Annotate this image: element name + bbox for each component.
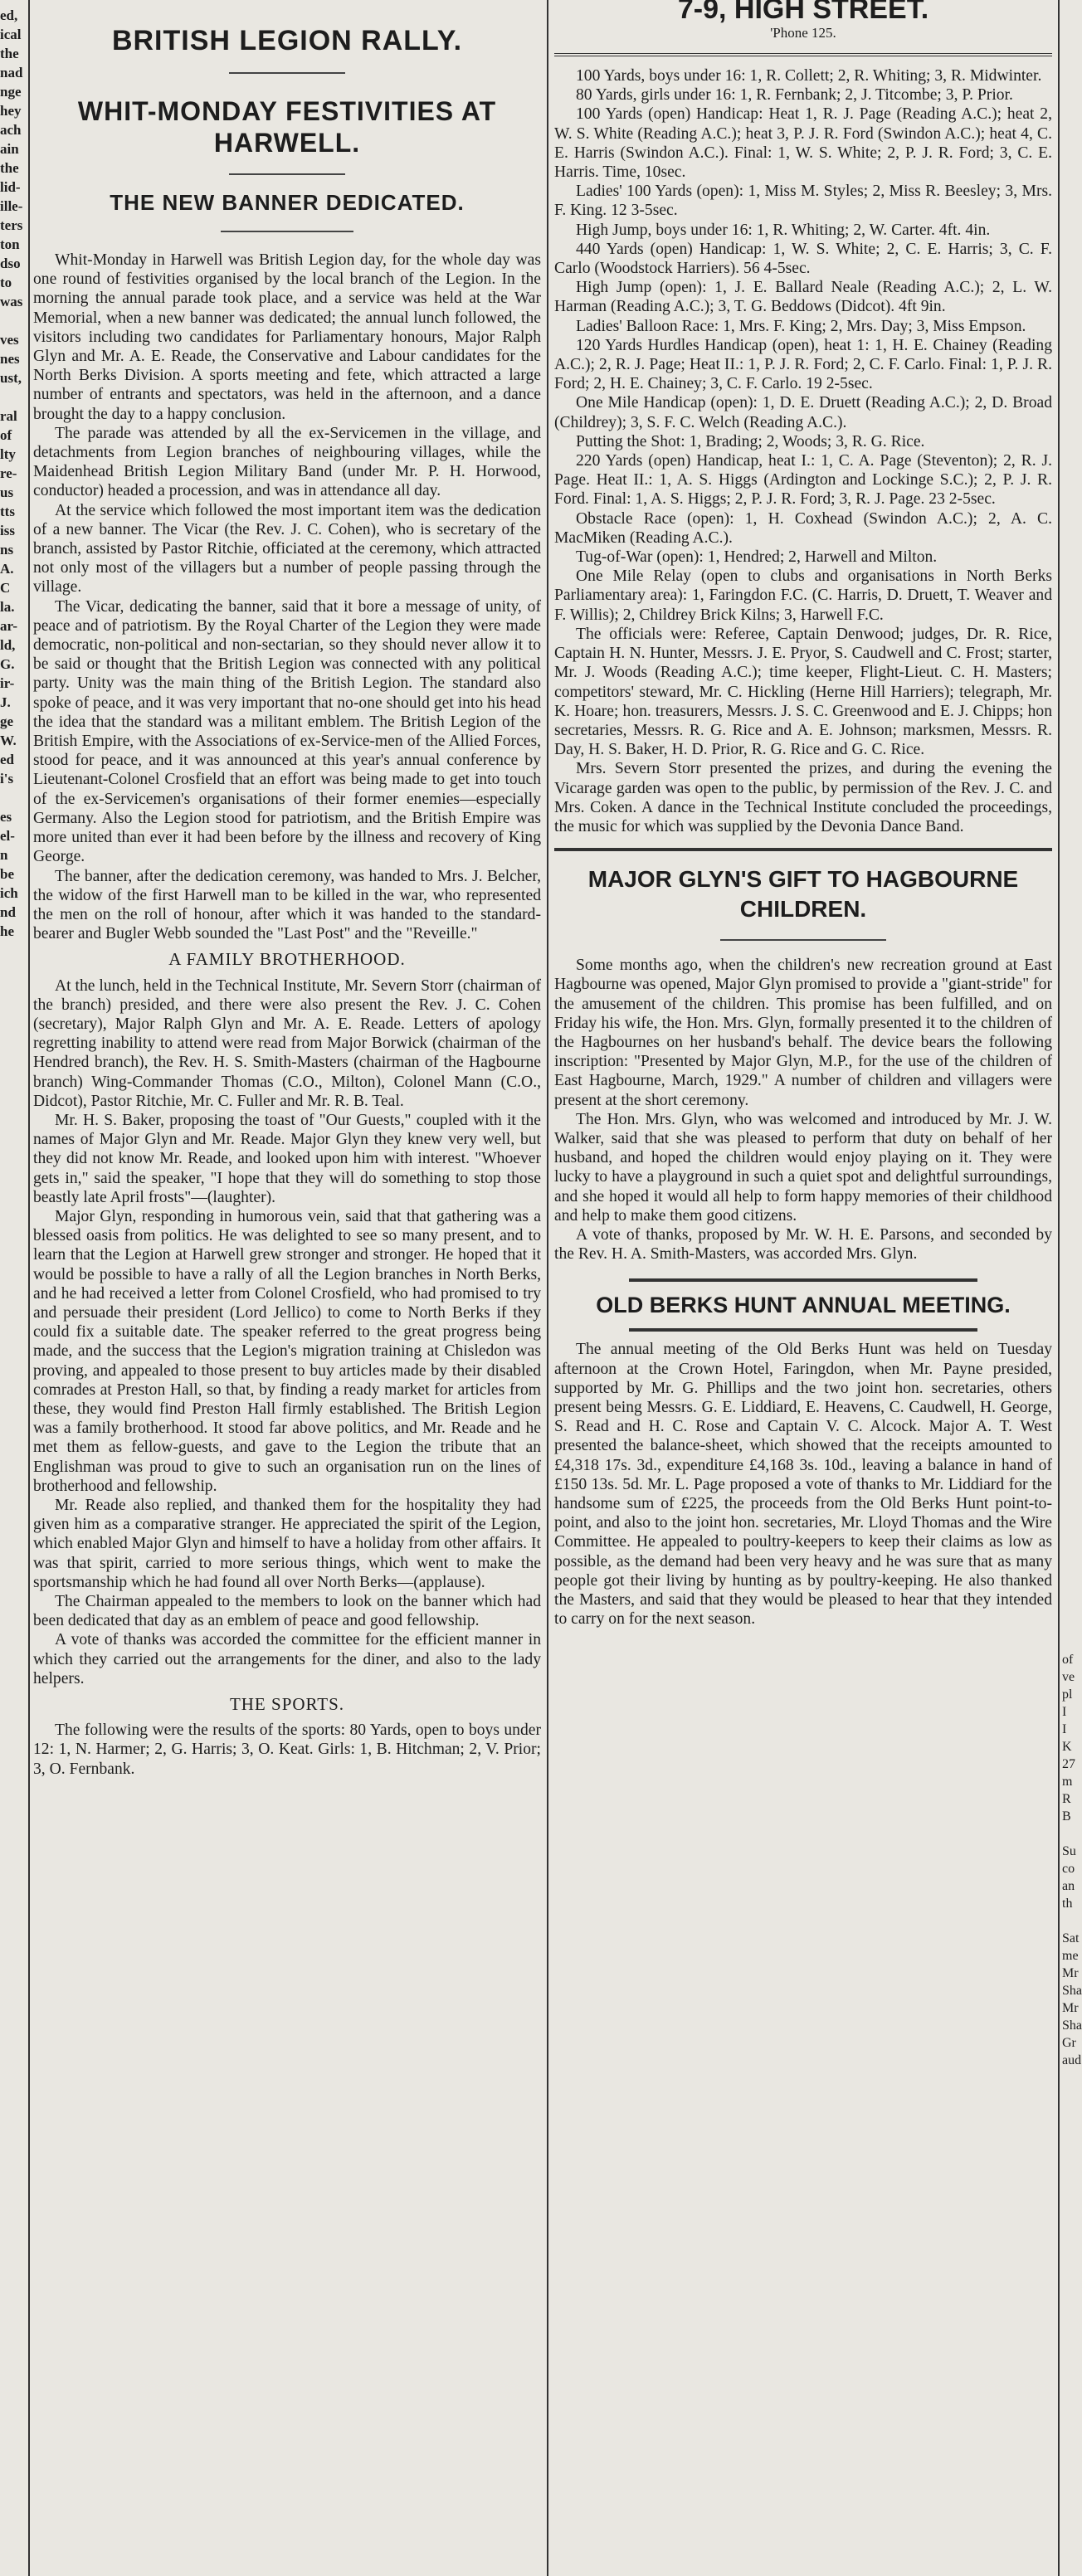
fragment-text: Sat <box>1062 1931 1080 1945</box>
fragment-text: ir- <box>0 675 15 691</box>
fragment-text: the <box>0 46 19 61</box>
fragment-text: dso <box>0 256 21 271</box>
fragment-text: us <box>0 485 14 500</box>
sports-subheading: THE SPORTS. <box>229 1694 345 1715</box>
banner-divider <box>221 231 353 232</box>
result-line: 100 Yards, boys under 16: 1, R. Collett; 2, R. Whiting; 3, R. Midwinter. <box>576 67 1042 85</box>
fragment-text: la. <box>0 599 15 615</box>
fragment-text: the <box>0 160 19 176</box>
paragraph: The Chairman appealed to the members to look on the banner which had been dedicated that day as an emblem of peace and good fellowship. <box>33 1593 541 1630</box>
fragment-text: ust, <box>0 370 22 386</box>
fragment-text: ain <box>0 141 19 157</box>
left-cutoff-column <box>0 0 27 2576</box>
paragraph: Major Glyn, responding in humorous vein, said that that gathering was a blessed oasis from politics. He was delighted to see so many present, and to learn that the Legion at Harwell grew stronger and stronger. He hoped that it would be possible to have a rally of all the Legion branches in North Berks, and he had received a letter from Colonel Crosfield, who had promised to try and persuade their president (Lord Jellico) to come to North Berks if they could fix a suitable date. The speaker referred to the great progress being made, and the success that the Legion's migration training at Chisledon was proving, and appealed to those present to buy articles made by their disabled comrades at Preston Hall, so that, by finding a ready market for articles from these, they would find Preston Hall firmly established. The British Legion was a family brotherhood. It stood far above politics, and Mr. Reade and he met them as fellow-guests, and gave to the Legion the tribute that an Englishman was proud to give to such an organisation run on the lines of brotherhood and fellowship. <box>33 1207 541 1495</box>
fragment-text: ters <box>0 217 23 233</box>
fragment-text: I <box>1062 1722 1067 1736</box>
column-rule-left <box>28 0 30 2576</box>
paragraph: The Hon. Mrs. Glyn, who was welcomed and introduced by Mr. J. W. Walker, said that she was pleased to perform that duty on behalf of her husband, and hoped the children would enjoy playing on it. They were lucky to have a playground in such a quiet spot and delightful surroundings, and she hoped it would all help to form happy memories of their childhood and help to make them good citizens. <box>554 1110 1052 1225</box>
paragraph: The Vicar, dedicating the banner, said that it bore a message of unity, of peace and of patriotism. By the Royal Charter of the Legion they were made democratic, non-political and non-sectarian, so they should never allow it to be said or thought that the British Legion was connected with any political party. Unity was the main thing of the British Legion. The standard also spoke of peace, and it was very important that no-one should get into his head the idea that the standard was a militant emblem. The British Legion of the British Empire, with the Associations of ex-Service-men of the Allied Forces, stood for peace, and it was announced at this year's annual conference by Lieutenant-Colonel Crosfield that an effort was being made to get into touch of the ex-Servicemen's organisations of their former enemies—especially Germany. Also the Legion stood for patriotism, and the British Empire was more united than ever it had been before by the illness and recovery of King George. <box>33 597 541 866</box>
section-rule <box>554 848 1052 851</box>
street-address: 7-9, HIGH STREET. <box>677 0 929 25</box>
result-line: Putting the Shot: 1, Brading; 2, Woods; 3, R. G. Rice. <box>576 432 925 450</box>
legion-article <box>33 0 541 2576</box>
result-line: High Jump (open): 1, J. E. Ballard Neale (Reading A.C.); 2, L. W. Harman (Reading A.C.); 3, T. G. Beddows (Didcot). 4ft 9in. <box>554 279 1052 316</box>
fragment-text: ral <box>0 408 17 424</box>
headline-divider <box>229 72 345 74</box>
fragment-text: nd <box>0 904 16 920</box>
section-rule <box>629 1278 977 1282</box>
fragment-text: iss <box>0 523 15 538</box>
glyn-divider <box>720 939 886 941</box>
result-line: 80 Yards, girls under 16: 1, R. Fernbank; 2, J. Titcombe; 3, P. Prior. <box>576 86 1013 105</box>
fragment-text: n <box>0 847 8 863</box>
paragraph: The annual meeting of the Old Berks Hunt was held on Tuesday afternoon at the Crown Hotel, Faringdon, when Mr. Payne presided, supported by Mr. G. Phillips and the two joint hon. secretaries, others present being Messrs. G. E. Liddiard, E. Heavens, C. Caudwell, H. George, S. Read and H. C. Rose and Captain V. C. Alcock. Major A. T. West presented the balance-sheet, which showed that the receipts amounted to £4,318 17s. 3d., expenditure £4,168 3s. 10d., leaving a balance in hand of £150 13s. 5d. Mr. L. Page proposed a vote of thanks to Mr. Liddiard for the handsome sum of £225, the proceeds from the Old Berks Hunt point-to-point, and also to the joint hon. secretaries, Mr. Lloyd Thomas and the Wire Committee. He appealed to poultry-keepers to keep their claims as low as possible, as the demand had been very heavy and he was sure that as many people got their living by hunting as by poultry-keeping. He also thanked the Masters, and said that they would be pleased to hear that they intended to carry on for the next season. <box>554 1341 1052 1629</box>
fragment-text: ns <box>0 542 14 558</box>
fragment-text: 27 <box>1062 1757 1075 1771</box>
column-rule-center <box>547 0 548 2576</box>
fragment-text: ille- <box>0 198 23 214</box>
phone-number: 'Phone 125. <box>770 25 836 41</box>
fragment-text: ach <box>0 122 22 138</box>
fragment-text: be <box>0 866 14 882</box>
fragment-text: pl <box>1062 1687 1073 1702</box>
fragment-text: to <box>0 275 12 290</box>
paragraph: A vote of thanks was accorded the committee for the efficient manner in which they carried out the arrangements for the diner, and also to the lady helpers. <box>33 1631 541 1687</box>
column-rule-right <box>1058 0 1060 2576</box>
fragment-text: nge <box>0 84 22 100</box>
fragment-text: ld, <box>0 637 16 653</box>
fragment-text: th <box>1062 1897 1073 1911</box>
fragment-text: Su <box>1062 1844 1076 1858</box>
paragraph: Some months ago, when the children's new recreation ground at East Hagbourne was opened, Major Glyn promised to provide a "giant-stride" for the amusement of the children. This promise has been fulfilled, and on Friday his wife, the Hon. Mrs. Glyn, formally presented it to the children of the Hagbournes on her husband's behalf. The device bears the following inscription: "Presented by Major Glyn, M.P., for the use of the children of East Hagbourne, March, 1929." A number of children and villagers were present at the short ceremony. <box>554 957 1052 1109</box>
result-line: 220 Yards (open) Handicap, heat I.: 1, C. A. Page (Steventon); 2, R. J. Page. Heat II.: 1, A. S. Higgs (Ardington and Lockinge S.C.); 2, P. J. R. Ford. Final: 1, A. S. Higgs; 2, P. J. R. Ford; 3, R. J. Page. 23 2-5sec. <box>554 452 1052 509</box>
fragment-text: ar- <box>0 618 18 634</box>
fragment-text: co <box>1062 1862 1075 1876</box>
fragment-text: Sha <box>1062 1984 1082 1998</box>
legion-headline: BRITISH LEGION RALLY. <box>111 25 463 56</box>
fragment-text: m <box>1062 1775 1073 1789</box>
fragment-text: an <box>1062 1879 1075 1893</box>
fragment-text: i's <box>0 771 14 786</box>
result-line: Ladies' Balloon Race: 1, Mrs. F. King; 2, Mrs. Day; 3, Miss Empson. <box>576 317 1026 335</box>
fragment-text: ich <box>0 885 18 901</box>
fragment-text: nad <box>0 65 23 80</box>
fragment-text: Sha <box>1062 2018 1082 2033</box>
fragment-text: G. <box>0 656 15 672</box>
glyn-headline: MAJOR GLYN'S GIFT TO HAGBOURNE CHILDREN. <box>587 866 1019 923</box>
fragment-text: ves <box>0 332 19 348</box>
fragment-text: tts <box>0 504 15 519</box>
result-line: Obstacle Race (open): 1, H. Coxhead (Swindon A.C.); 2, A. C. MacMiken (Reading A.C.). <box>554 509 1052 547</box>
fragment-text: ton <box>0 236 20 252</box>
hunt-headline: OLD BERKS HUNT ANNUAL MEETING. <box>596 1293 1011 1318</box>
glyn-body <box>554 956 1052 1264</box>
result-line: The officials were: Referee, Captain Denwood; judges, Dr. R. Rice, Captain H. N. Hunter, Messrs. J. E. Pryor, S. Caudwell and C. Frost; starter, Mr. J. Woods (Reading A.C.); time keeper, Flight-Lieut. C. H. Masters; competitors' steward, Mr. C. Hickling (Herne Hill Harriers); telegraph, Mr. K. Hoare; hon. treasurers, Messrs. J. S. C. Greenwood and E. J. Chipps; hon secretaries, Messrs. R. G. Rice and A. E. Johnson; marksmen, Messrs. R. Day, H. S. Baker, H. D. Prior, R. G. Rice and G. C. Rice. <box>554 625 1052 759</box>
result-line: 120 Yards Hurdles Handicap (open), heat 1: 1, H. E. Chainey (Reading A.C.); 2, R. J. Page; Heat II.: 1, P. J. R. Ford; 2, C. F. Carlo. Final: 1, P. J. R. Ford; 2, H. E. Chainey; 3, C. F. Carlo. 19 2-5sec. <box>554 336 1052 393</box>
fragment-text: me <box>1062 1949 1079 1963</box>
hunt-body <box>554 1340 1052 1629</box>
fragment-text: ical <box>0 27 22 42</box>
fragment-text: W. <box>0 733 17 748</box>
fragment-text: re- <box>0 465 17 481</box>
right-cutoff-column <box>1062 0 1082 2576</box>
paragraph: At the lunch, held in the Technical Institute, Mr. Severn Storr (chairman of the branch) presided, and there were also present the Rev. J. C. Cohen (secretary), Major Ralph Glyn and Mr. A. E. Reade. Letters of apology regretting inability to attend were read from Major Borwick (chairman of the Hendred branch), the Rev. H. S. Smith-Masters (chairman of the Hagbourne branch) Wing-Commander Thomas (C.O., Milton), Colonel Mann (C.O., Didcot), Pastor Ritchie, Mr. C. Fuller and Mr. R. B. Teal. <box>33 976 541 1110</box>
fragment-text: R <box>1062 1792 1071 1806</box>
fragment-text: was <box>0 294 23 309</box>
fragment-text: he <box>0 923 14 939</box>
masthead-fragment <box>554 0 1052 56</box>
fragment-text: A. <box>0 561 14 577</box>
paragraph: The parade was attended by all the ex-Servicemen in the village, and detachments from Legion branches of neighbouring villages, while the Maidenhead British Legion Military Band (under Mr. P. H. Horwood, conductor) headed a procession, and was in attendance all day. <box>33 424 541 500</box>
fragment-text: of <box>0 427 12 443</box>
fragment-text: aud <box>1062 2053 1082 2067</box>
legion-body <box>33 251 541 1779</box>
fragment-text: of <box>1062 1653 1074 1667</box>
fragment-text: el- <box>0 828 15 844</box>
result-line: 100 Yards (open) Handicap: Heat 1, R. J. Page (Reading A.C.); heat 2, W. S. White (Reading A.C.); heat 3, P. J. R. Ford (Swindon A.C.); heat 4, C. E. Harris (Swindon A.C.). Final: 1, W. S. White; 2, P. J. R. Ford; 3, C. E. Harris. Time, 10sec. <box>554 105 1052 182</box>
subheadline-divider <box>229 173 345 175</box>
fragment-text: Mr <box>1062 1966 1079 1980</box>
paragraph: The banner, after the dedication ceremony, was handed to Mrs. J. Belcher, the widow of the first Harwell man to be killed in the war, who represented the men on the roll of honour, after which it was handed to the standard-bearer and Bugler Webb sounded the "Last Post" and the "Reveille." <box>33 867 541 943</box>
fragment-text: C <box>0 580 11 596</box>
fragment-text: ed <box>0 752 14 767</box>
right-column <box>554 66 1052 2576</box>
legion-subheadline: WHIT-MONDAY FESTIVITIES AT HARWELL. <box>77 96 497 158</box>
fragment-text: Mr <box>1062 2001 1079 2015</box>
result-line: One Mile Handicap (open): 1, D. E. Druett (Reading A.C.); 2, D. Broad (Childrey); 3, S. F. C. Welch (Reading A.C.). <box>554 394 1052 431</box>
banner-subheadline: THE NEW BANNER DEDICATED. <box>110 190 465 215</box>
result-line: Mrs. Severn Storr presented the prizes, and during the evening the Vicarage garden was open to the public, by permission of the Rev. J. C. and Mrs. Coken. A dance in the Technical Institute concluded the proceedings, the music for which was supplied by the Devonia Dance Band. <box>554 760 1052 835</box>
paragraph: Mr. Reade also replied, and thanked them for the hospitality they had given him as a comparative stranger. He appreciated the spirit of the Legion, which enabled Major Glyn and himself to have a holiday from other affairs. It was that spirit, carried to more serious things, which went to make the sportsmanship which he had found all over North Berks—(applause). <box>33 1497 541 1591</box>
fragment-text: hey <box>0 103 22 119</box>
fragment-text: K <box>1062 1740 1072 1754</box>
paragraph: The following were the results of the sports: 80 Yards, open to boys under 12: 1, N. Harmer; 2, G. Harris; 3, O. Keat. Girls: 1, B. Hitchman; 2, V. Prior; 3, O. Fernbank. <box>33 1721 541 1778</box>
paragraph: Whit-Monday in Harwell was British Legion day, for the whole day was one round of festivities organised by the local branch of the Legion. In the morning the annual parade took place, and a service was held at the War Memorial, when a new banner was dedicated; the annual lunch followed, the visitors including two candidates for Parliamentary honours, Major Ralph Glyn and Mr. A. E. Reade, the Conservative and Labour candidates for the North Berks Division. A sports meeting and fete, which attracted a large number of entrants and spectators, was held in the afternoon, and a dance brought the day to a happy conclusion. <box>33 251 541 423</box>
fragment-text: ed, <box>0 7 18 23</box>
result-line: Ladies' 100 Yards (open): 1, Miss M. Styles; 2, Miss R. Beesley; 3, Mrs. F. King. 12 3-5sec. <box>554 183 1052 220</box>
result-line: 440 Yards (open) Handicap: 1, W. S. White; 2, C. E. Harris; 3, C. F. Carlo (Woodstock Harriers). 56 4-5sec. <box>554 240 1052 278</box>
fragment-text: Gr <box>1062 2036 1076 2050</box>
paragraph: At the service which followed the most important item was the dedication of a new banner. The Vicar (the Rev. J. C. Cohen), who is secretary of the branch, assisted by Pastor Ritchie, officiated at the ceremony, which attracted not only most of the villagers but a number of people passing through the village. <box>33 501 541 597</box>
result-line: Tug-of-War (open): 1, Hendred; 2, Harwell and Milton. <box>576 548 938 567</box>
fragment-text: ge <box>0 713 14 729</box>
fragment-text: es <box>0 809 12 825</box>
fragment-text: B <box>1062 1809 1071 1824</box>
paragraph: A vote of thanks, proposed by Mr. W. H. E. Parsons, and seconded by the Rev. H. A. Smith-Masters, was accorded Mrs. Glyn. <box>554 1225 1052 1264</box>
sports-results <box>554 66 1052 836</box>
paragraph: Mr. H. S. Baker, proposing the toast of "Our Guests," coupled with it the names of Major Glyn and Mr. Reade. Major Glyn they knew very well, but they did not know Mr. Reade, and looked upon him with interest. "Whoever gets in," said the speaker, "I hope that they will do something to stop those beastly late April frosts"—(laughter). <box>33 1111 541 1206</box>
fragment-text: J. <box>0 694 11 710</box>
fragment-text: lty <box>0 446 16 462</box>
fragment-text: ve <box>1062 1670 1075 1684</box>
result-line: One Mile Relay (open to clubs and organisations in North Berks Parliamentary area): 1, Faringdon F.C. (C. Harris, D. Druett, T. Weaver and F. Willis); 2, Childrey Brick Kilns; 3, Harwell F.C. <box>554 567 1052 624</box>
fragment-text: nes <box>0 351 20 367</box>
hunt-rule <box>629 1328 977 1332</box>
fragment-text: I <box>1062 1705 1067 1719</box>
brotherhood-subheading: A FAMILY BROTHERHOOD. <box>168 949 406 970</box>
result-line: High Jump, boys under 16: 1, R. Whiting; 2, W. Carter. 4ft. 4in. <box>576 221 991 239</box>
fragment-text: lid- <box>0 179 21 195</box>
